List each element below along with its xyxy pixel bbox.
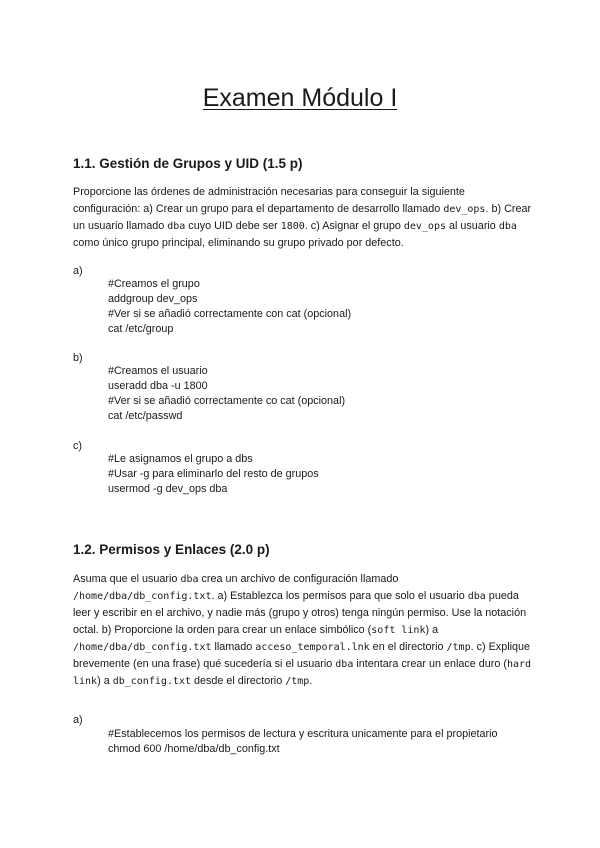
answer-label: a) bbox=[73, 265, 83, 277]
section-heading-1-1: 1.1. Gestión de Grupos y UID (1.5 p) bbox=[73, 156, 303, 171]
page-title: Examen Módulo I bbox=[202, 84, 398, 112]
code-line: cat /etc/passwd bbox=[108, 410, 183, 422]
code-line: #Ver si se añadió correctamente con cat (opcional) bbox=[108, 308, 352, 320]
section-heading-1-2: 1.2. Permisos y Enlaces (2.0 p) bbox=[73, 542, 270, 557]
code-block bbox=[108, 277, 351, 337]
section-1-1-paragraph: Proporcione las órdenes de administración necesarias para conseguir la siguiente configuración: a) Crear un grupo para el departamento de desarrollo llamado dev_ops. b) Crear un usuario llamado dba cuyo UID debe ser 1800. c) Asignar el grupo dev_ops al usuario dba como único grupo principal, eliminando su grupo privado por defecto. bbox=[73, 186, 532, 249]
section-1-2-paragraph: Asuma que el usuario dba crea un archivo de configuración llamado /home/dba/db_config.txt. a) Establezca los permisos para que solo el usuario dba pueda leer y escribir en el archivo, y nadie más (grupo y otros) tenga ningún permiso. Use la notación octal. b) Proporcione la orden para crear un enlace simbólico (soft link) a /home/dba/db_config.txt llamado acceso_temporal.lnk en el directorio /tmp. c) Explique brevemente (en una frase) qué sucedería si el usuario dba intentara crear un enlace duro (hard link) a db_config.txt desde el directorio /tmp. bbox=[73, 573, 532, 687]
code-line: #Creamos el usuario bbox=[108, 365, 208, 377]
code-line: usermod -g dev_ops dba bbox=[108, 483, 228, 495]
answer-label: c) bbox=[73, 440, 82, 452]
code-line: #Establecemos los permisos de lectura y escritura unicamente para el propietario bbox=[108, 728, 498, 740]
code-line: useradd dba -u 1800 bbox=[108, 380, 208, 392]
code-block bbox=[108, 727, 497, 757]
code-line: cat /etc/group bbox=[108, 323, 174, 335]
code-line: #Ver si se añadió correctamente co cat (opcional) bbox=[108, 395, 346, 407]
answer-label: b) bbox=[73, 352, 83, 364]
answer-label: a) bbox=[73, 714, 83, 726]
code-block bbox=[108, 364, 345, 424]
code-block bbox=[108, 452, 319, 497]
code-line: #Creamos el grupo bbox=[108, 278, 200, 290]
code-line: addgroup dev_ops bbox=[108, 293, 198, 305]
code-line: #Usar -g para eliminarlo del resto de grupos bbox=[108, 468, 319, 480]
code-line: chmod 600 /home/dba/db_config.txt bbox=[108, 743, 280, 755]
code-line: #Le asignamos el grupo a dbs bbox=[108, 453, 253, 465]
